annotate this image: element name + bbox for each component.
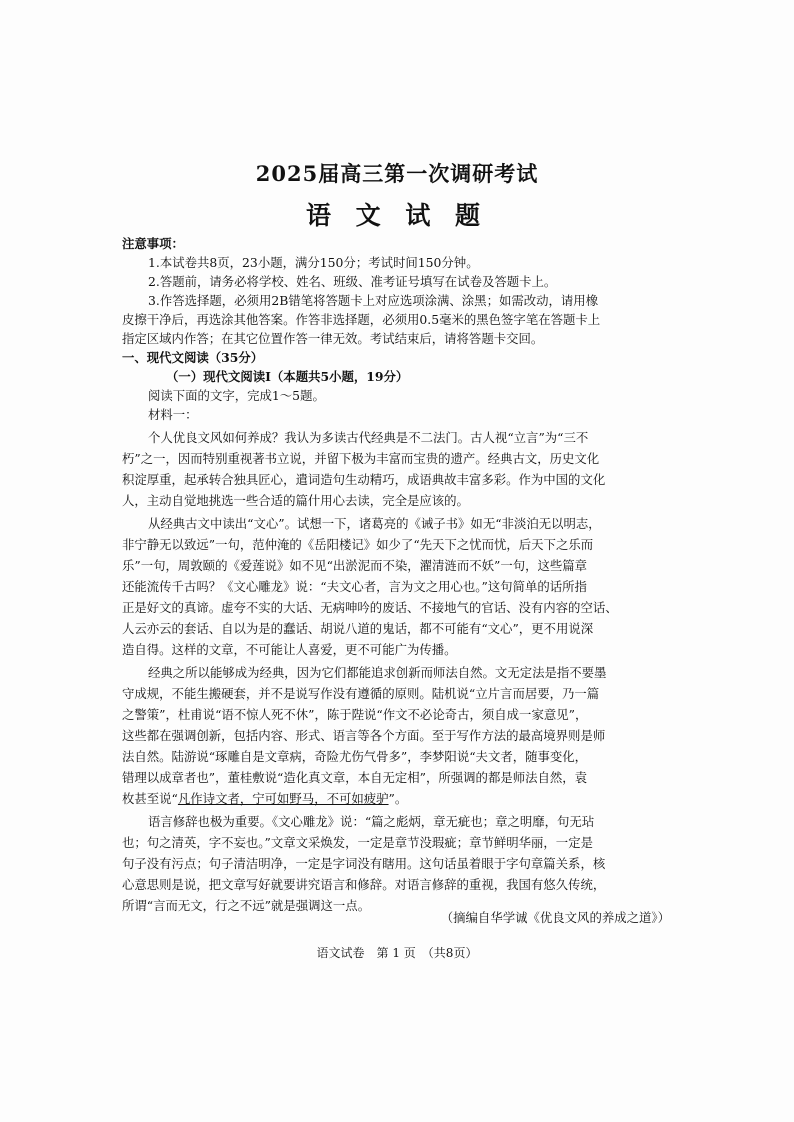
passage-line: 乐”一句，周敦颐的《爱莲说》如不见“出淤泥而不染，濯清涟而不妖”一句，这些篇章: [122, 558, 588, 573]
notice-item: 指定区域内作答；在其它位置作答一律无效。考试结束后，请将答题卡交回。: [122, 331, 544, 346]
passage-line: 个人优良文风如何养成？我认为多读古代经典是不二法门。古人视“立言”为“三不: [148, 430, 589, 445]
passage-line: 经典之所以能够成为经典，因为它们都能追求创新而师法自然。文无定法是指不要墨: [148, 665, 607, 680]
passage-line: 错理以成章者也”，董桂敷说“造化真文章，本自无定相”，所强调的都是师法自然，袁: [122, 770, 588, 785]
passage-source: （摘编自华学诚《优良文风的养成之道》）: [440, 910, 670, 925]
passage-line: 从经典古文中读出“文心”。试想一下，诸葛亮的《诫子书》如无“非淡泊无以明志，: [148, 516, 601, 531]
subject-title: 语 文 试 题: [305, 201, 489, 230]
passage-line: 朽”之一，因而特别重视著书立说，并留下极为丰富而宝贵的遗产。经典古文，历史文化: [122, 451, 600, 466]
passage-line: 造自得。这样的文章，不可能让人喜爱，更不可能广为传播。: [122, 642, 457, 657]
passage-line: 正是好文的真谛。虚夸不实的大话、无病呻吟的废话、不接地气的官话、没有内容的空话、: [122, 600, 618, 615]
notice-item: 皮擦干净后，再选涂其他答案。作答非选择题，必须用0.5毫米的黑色签字笔在答题卡上: [122, 312, 601, 327]
passage-line: [122, 791, 670, 807]
passage-line: 语言修辞也极为重要。《文心雕龙》说：“篇之彪炳，章无疵也；章之明靡，句无玷: [148, 814, 595, 829]
passage-text: 枚甚至说“: [122, 791, 178, 806]
page-footer: 语文试卷 第 1 页 （共8页）: [316, 946, 478, 960]
section-heading: 一、现代文阅读（35分）: [122, 350, 264, 365]
passage-line: 所谓“言而无文，行之不远”就是强调这一点。: [122, 898, 371, 913]
passage-line: 守成规，不能生搬硬套，并不是说写作没有遵循的原则。陆机说“立片言而居要，乃一篇: [122, 686, 600, 701]
passage-line: 也；句之清英，字不妄也。”文章文采焕发，一定是章节没瑕疵；章节鲜明华丽，一定是: [122, 835, 593, 850]
passage-line: 积淀厚重，起承转合独具匠心，遣词造句生动精巧，成语典故丰富多彩。作为中国的文化: [122, 472, 606, 487]
exam-title: 2025届高三第一次调研考试: [255, 161, 539, 186]
passage-line: 还能流传千古吗？《文心雕龙》说：“夫文心者，言为文之用心也。”这句简单的话所指: [122, 579, 587, 594]
passage-line: 法自然。陆游说“琢雕自是文章病，奇险尤伤气骨多”，李梦阳说“夫文者，随事变化，: [122, 749, 588, 764]
notice-item: 1.本试卷共8页，23小题，满分150分；考试时间150分钟。: [148, 255, 479, 270]
section-instruction: 阅读下面的文字，完成1～5题。: [148, 388, 325, 403]
passage-line: 非宁静无以致远”一句，范仲淹的《岳阳楼记》如少了“先天下之忧而忧，后天下之乐而: [122, 537, 594, 552]
passage-line: 句子没有污点；句子清洁明净，一定是字词没有瞎用。这句话虽着眼于字句章篇关系，核: [122, 856, 606, 871]
section-sub-heading: （一）现代文阅读Ⅰ（本题共5小题，19分）: [166, 369, 409, 384]
passage-line: 这些都在强调创新，包括内容、形式、语言等各个方面。至于写作方法的最高境界则是师: [122, 728, 606, 743]
notice-heading: 注意事项：: [122, 236, 184, 251]
passage-line: 之警策”，杜甫说“语不惊人死不休”，陈于陛说“作文不必论奇古，须自成一家意见”，: [122, 707, 588, 722]
underlined-quote: 凡作诗文者，宁可如野马，不可如疲驴: [177, 791, 389, 806]
material-label: 材料一：: [148, 407, 198, 422]
passage-line: 人云亦云的套话、自以为是的蠢话、胡说八道的鬼话，都不可能有“文心”，更不用说深: [122, 621, 594, 636]
passage-line: 人，主动自觉地挑选一些合适的篇什用心去读，完全是应该的。: [122, 493, 469, 508]
passage-line: 心意思则是说，把文章写好就要讲究语言和修辞。对语言修辞的重视，我国有悠久传统，: [122, 877, 606, 892]
passage-text: ”。: [388, 791, 408, 806]
notice-item: 3.作答选择题，必须用2B错笔将答题卡上对应选项涂满、涂黑；如需改动，请用橡: [148, 293, 599, 308]
notice-item: 2.答题前，请务必将学校、姓名、班级、准考证号填写在试卷及答题卡上。: [148, 274, 557, 289]
